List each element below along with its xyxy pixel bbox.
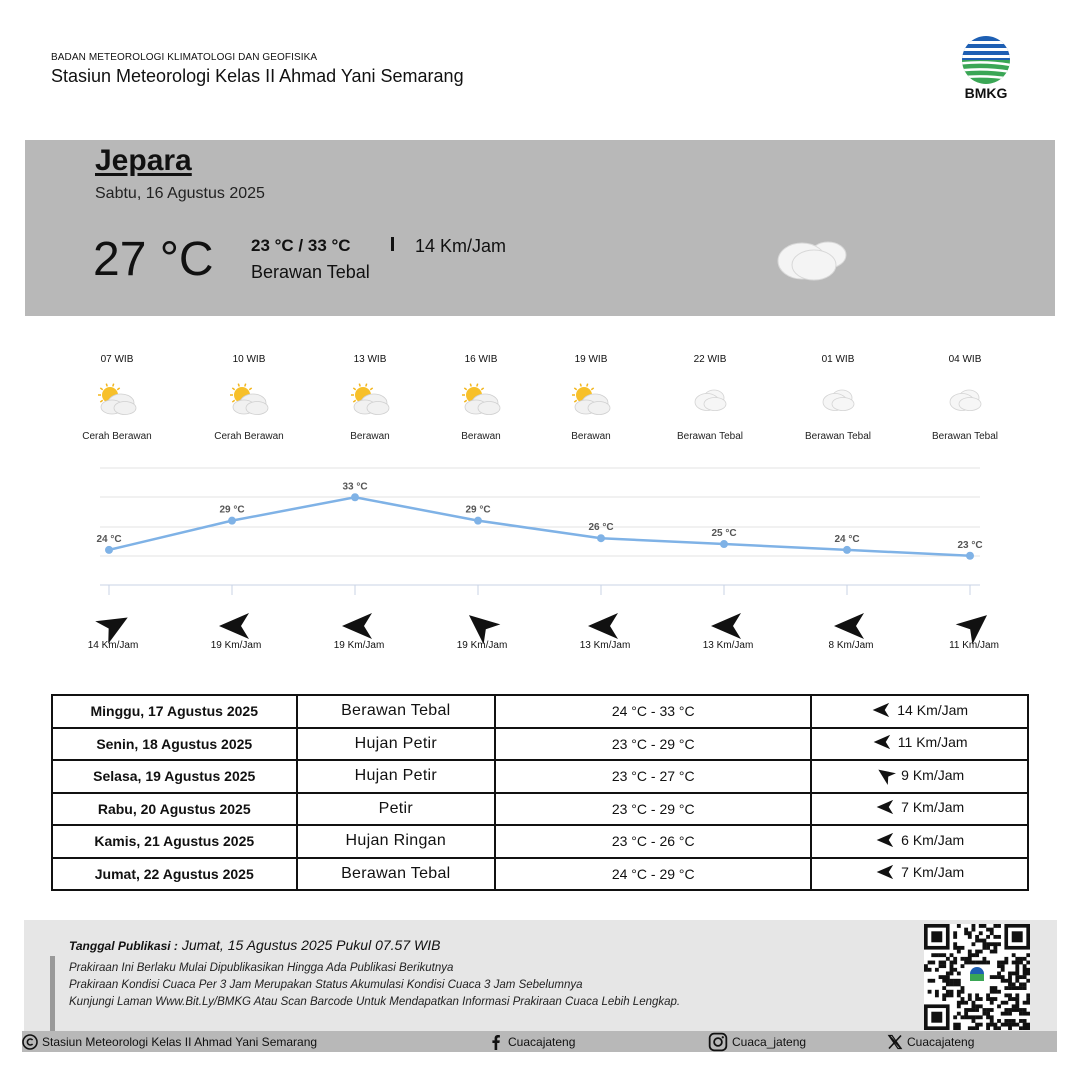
hourly-weather-icon <box>943 381 987 419</box>
daily-condition: Berawan Tebal <box>297 858 496 891</box>
social-bar <box>22 1031 1057 1052</box>
wind-arrow-icon <box>875 764 897 786</box>
wind-arrow-icon <box>875 829 897 851</box>
temperature-data-label: 29 °C <box>465 504 491 516</box>
footer-note-link: Kunjungi Laman Www.Bit.Ly/BMKG Atau Scan Barcode Untuk Mendapatkan Informasi Prakiraan Cuaca Lebih Lengkap. <box>69 996 681 1008</box>
temperature-point <box>597 534 605 542</box>
wind-arrow-icon <box>872 731 894 753</box>
temperature-point <box>966 552 974 560</box>
hourly-weather-icon <box>816 381 860 419</box>
hourly-weather-icon <box>348 381 392 419</box>
hourly-wind-speed: 13 Km/Jam <box>702 640 754 651</box>
hourly-weather-icon <box>569 381 613 419</box>
hourly-condition: Berawan <box>350 431 390 442</box>
facebook-icon <box>488 1034 504 1050</box>
daily-temperature-range: 24 °C - 33 °C <box>495 695 811 728</box>
daily-day: Jumat, 22 Agustus 2025 <box>52 858 297 891</box>
bmkg-emblem-icon <box>956 34 1016 86</box>
hourly-time: 19 WIB <box>574 354 608 365</box>
wind-arrow-icon <box>875 796 897 818</box>
daily-wind-speed: 7 Km/Jam <box>901 864 965 881</box>
current-date: Sabtu, 16 Agustus 2025 <box>95 185 265 202</box>
hourly-time: 13 WIB <box>353 354 387 365</box>
instagram-link[interactable] <box>708 1033 806 1050</box>
daily-temperature-range: 23 °C - 29 °C <box>495 728 811 761</box>
daily-forecast-row <box>52 760 1028 793</box>
hourly-wind-speed: 19 Km/Jam <box>210 640 262 651</box>
temperature-data-label: 24 °C <box>96 533 122 545</box>
daily-temperature-range: 24 °C - 29 °C <box>495 858 811 891</box>
cloud-icon <box>688 381 732 419</box>
hourly-wind-speed: 13 Km/Jam <box>579 640 631 651</box>
hourly-wind-speed: 19 Km/Jam <box>333 640 385 651</box>
hourly-time: 16 WIB <box>464 354 498 365</box>
daily-condition: Hujan Petir <box>297 728 496 761</box>
temperature-data-label: 26 °C <box>588 522 614 534</box>
publication-date <box>69 937 440 953</box>
hourly-wind-speed: 14 Km/Jam <box>87 640 139 651</box>
temperature-point <box>720 540 728 548</box>
publication-value: Jumat, 15 Agustus 2025 Pukul 07.57 WIB <box>181 937 441 953</box>
sun-behind-cloud-icon <box>348 381 392 419</box>
daily-wind-speed: 11 Km/Jam <box>897 734 968 751</box>
sun-behind-cloud-icon <box>227 381 271 419</box>
hourly-condition: Berawan Tebal <box>677 431 743 442</box>
logo-text: BMKG <box>964 85 1008 101</box>
hourly-condition: Cerah Berawan <box>82 431 152 442</box>
daily-forecast-row <box>52 728 1028 761</box>
hourly-wind-speed: 19 Km/Jam <box>456 640 508 651</box>
sun-behind-cloud-icon <box>569 381 613 419</box>
cloud-icon <box>943 381 987 419</box>
temperature-data-label: 23 °C <box>957 539 983 551</box>
facebook-handle: Cuacajateng <box>508 1034 576 1049</box>
daily-day: Senin, 18 Agustus 2025 <box>52 728 297 761</box>
copyright-item <box>22 1033 317 1050</box>
cloud-icon <box>770 235 852 285</box>
daily-wind-cell <box>811 825 1028 858</box>
daily-wind-speed: 9 Km/Jam <box>901 766 965 783</box>
daily-temperature-range: 23 °C - 27 °C <box>495 760 811 793</box>
separator <box>391 237 394 251</box>
daily-wind-cell <box>811 728 1028 761</box>
hourly-time: 07 WIB <box>100 354 134 365</box>
hourly-wind-speed: 11 Km/Jam <box>949 640 999 651</box>
x-icon <box>887 1034 903 1050</box>
daily-forecast-row <box>52 695 1028 728</box>
daily-forecast-row <box>52 825 1028 858</box>
copyright-icon <box>22 1034 38 1050</box>
daily-wind-speed: 7 Km/Jam <box>901 799 965 816</box>
hourly-time: 04 WIB <box>948 354 982 365</box>
sun-behind-cloud-icon <box>95 381 139 419</box>
temperature-data-label: 24 °C <box>834 533 860 545</box>
temperature-point <box>228 517 236 525</box>
daily-day: Rabu, 20 Agustus 2025 <box>52 793 297 826</box>
daily-forecast-row <box>52 793 1028 826</box>
daily-wind-cell <box>811 695 1028 728</box>
hourly-condition: Berawan <box>571 431 611 442</box>
temperature-point <box>843 546 851 554</box>
hourly-weather-icon <box>95 381 139 419</box>
x-handle: Cuacajateng <box>907 1034 975 1049</box>
daily-day: Kamis, 21 Agustus 2025 <box>52 825 297 858</box>
footer-note-accumulation: Prakiraan Kondisi Cuaca Per 3 Jam Merupakan Status Akumulasi Kondisi Cuaca 3 Jam Sebelumnya <box>69 979 583 991</box>
current-temperature: 27 °C <box>93 233 214 286</box>
current-condition: Berawan Tebal <box>251 262 370 282</box>
temperature-point <box>474 517 482 525</box>
daily-temperature-range: 23 °C - 26 °C <box>495 825 811 858</box>
wind-arrow-icon <box>875 861 897 883</box>
footer-accent-bar <box>50 956 55 1032</box>
daily-forecast-row <box>52 858 1028 891</box>
hourly-weather-icon <box>459 381 503 419</box>
daily-wind-speed: 6 Km/Jam <box>901 831 965 848</box>
wind-arrow-icon <box>871 699 893 721</box>
daily-wind-cell <box>811 760 1028 793</box>
current-weather-panel <box>25 140 1055 316</box>
daily-condition: Hujan Ringan <box>297 825 496 858</box>
daily-condition: Berawan Tebal <box>297 695 496 728</box>
x-link[interactable] <box>887 1033 974 1050</box>
temperature-line-chart <box>0 455 1080 600</box>
daily-condition: Petir <box>297 793 496 826</box>
temperature-point <box>105 546 113 554</box>
hourly-condition: Cerah Berawan <box>214 431 284 442</box>
instagram-icon <box>708 1032 728 1052</box>
publication-label: Tanggal Publikasi : <box>69 939 178 953</box>
hourly-weather-icon <box>688 381 732 419</box>
hourly-condition: Berawan Tebal <box>932 431 998 442</box>
station-name: Stasiun Meteorologi Kelas II Ahmad Yani Semarang <box>51 66 464 86</box>
daily-wind-speed: 14 Km/Jam <box>897 701 969 718</box>
daily-forecast-table <box>51 694 1029 891</box>
daily-wind-cell <box>811 793 1028 826</box>
hourly-time: 22 WIB <box>693 354 727 365</box>
qr-code[interactable] <box>924 924 1030 1030</box>
temperature-data-label: 29 °C <box>219 504 245 516</box>
agency-name: BADAN METEOROLOGI KLIMATOLOGI DAN GEOFISIKA <box>51 52 318 63</box>
hourly-weather-icon <box>227 381 271 419</box>
daily-wind-cell <box>811 858 1028 891</box>
hourly-time: 01 WIB <box>821 354 855 365</box>
hourly-wind-speed: 8 Km/Jam <box>828 640 874 651</box>
daily-day: Minggu, 17 Agustus 2025 <box>52 695 297 728</box>
city-name: Jepara <box>95 144 192 177</box>
daily-day: Selasa, 19 Agustus 2025 <box>52 760 297 793</box>
hourly-condition: Berawan Tebal <box>805 431 871 442</box>
footer-note-validity: Prakiraan Ini Berlaku Mulai Dipublikasikan Hingga Ada Publikasi Berikutnya <box>69 962 454 974</box>
temperature-point <box>351 493 359 501</box>
temperature-data-label: 25 °C <box>711 528 737 540</box>
facebook-link[interactable] <box>488 1033 575 1050</box>
footer-panel <box>24 920 1057 1032</box>
temperature-data-label: 33 °C <box>342 481 368 493</box>
temperature-range: 23 °C / 33 °C <box>251 236 351 255</box>
current-wind: 14 Km/Jam <box>415 236 507 256</box>
daily-temperature-range: 23 °C - 29 °C <box>495 793 811 826</box>
sun-behind-cloud-icon <box>459 381 503 419</box>
daily-condition: Hujan Petir <box>297 760 496 793</box>
copyright-text: Stasiun Meteorologi Kelas II Ahmad Yani Semarang <box>42 1034 318 1049</box>
hourly-time: 10 WIB <box>232 354 266 365</box>
cloud-icon <box>816 381 860 419</box>
instagram-handle: Cuaca_jateng <box>732 1034 807 1049</box>
hourly-condition: Berawan <box>461 431 501 442</box>
bmkg-logo <box>956 34 1016 102</box>
